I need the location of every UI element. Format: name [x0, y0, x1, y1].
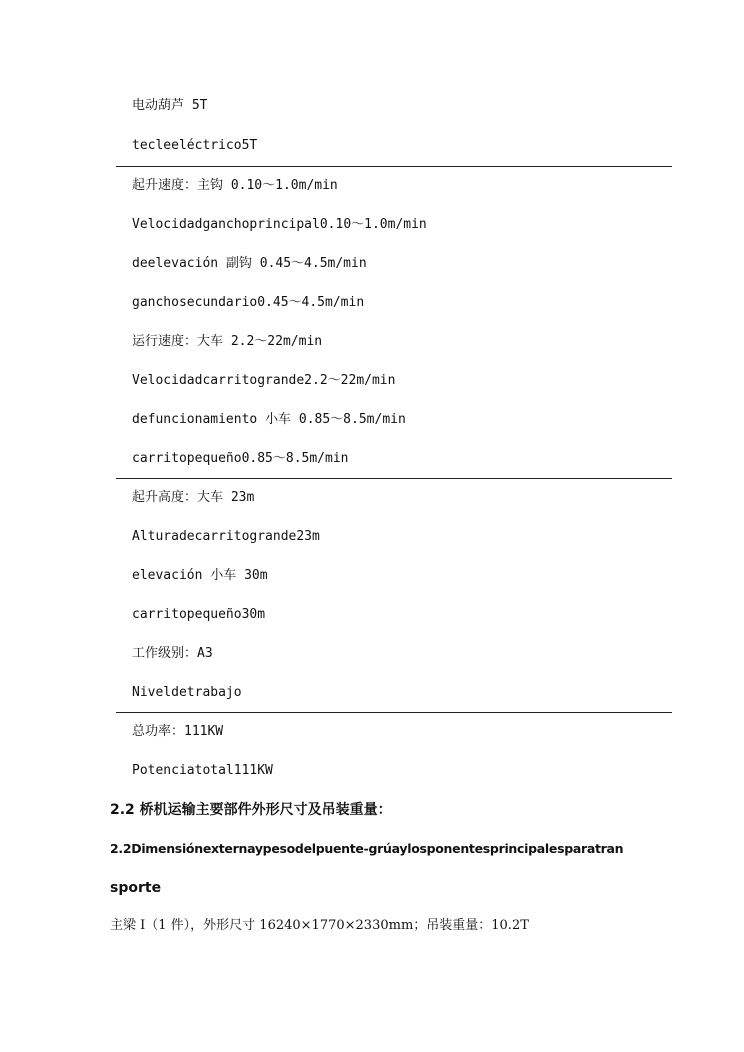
spec-line-14: 工作级别：A3: [132, 646, 213, 661]
spec-line-1: tecleeléctrico5T: [132, 138, 258, 153]
spec-line-11: Alturadecarritogrande23m: [132, 529, 320, 544]
spec-line-0: 电动葫芦 5T: [132, 98, 208, 113]
divider-3: [116, 712, 672, 713]
spec-line-16: 总功率：111KW: [132, 724, 224, 739]
section-heading-zh: 2.2 桥机运输主要部件外形尺寸及吊装重量：: [110, 802, 392, 818]
spec-line-6: 运行速度：大车 2.2～22m/min: [132, 334, 323, 349]
spec-line-12: elevación 小车 30m: [132, 568, 268, 583]
spec-line-15: Niveldetrabajo: [132, 685, 242, 700]
spec-line-9: carritopequeño0.85～8.5m/min: [132, 451, 349, 466]
section-heading-es: 2.2Dimensiónexternaypesodelpuente-grúaylosponentesprincipalesparatran: [110, 841, 624, 856]
divider-2: [116, 478, 672, 479]
spec-line-3: Velocidadganchoprincipal0.10～1.0m/min: [132, 217, 427, 232]
spec-line-4: deelevación 副钩 0.45～4.5m/min: [132, 256, 367, 271]
component-item-main-girder: 主梁 I（1 件），外形尺寸 16240×1770×2330mm；吊装重量：10.2T: [110, 918, 529, 933]
spec-line-8: defuncionamiento 小车 0.85～8.5m/min: [132, 412, 406, 427]
spec-line-10: 起升高度：大车 23m: [132, 490, 255, 505]
divider-1: [116, 166, 672, 167]
section-heading-es-cont: sporte: [110, 880, 162, 896]
spec-line-2: 起升速度：主钩 0.10～1.0m/min: [132, 178, 338, 193]
spec-line-5: ganchosecundario0.45～4.5m/min: [132, 295, 365, 310]
spec-line-17: Potenciatotal111KW: [132, 763, 273, 778]
spec-line-13: carritopequeño30m: [132, 607, 266, 622]
spec-line-7: Velocidadcarritogrande2.2～22m/min: [132, 373, 396, 388]
